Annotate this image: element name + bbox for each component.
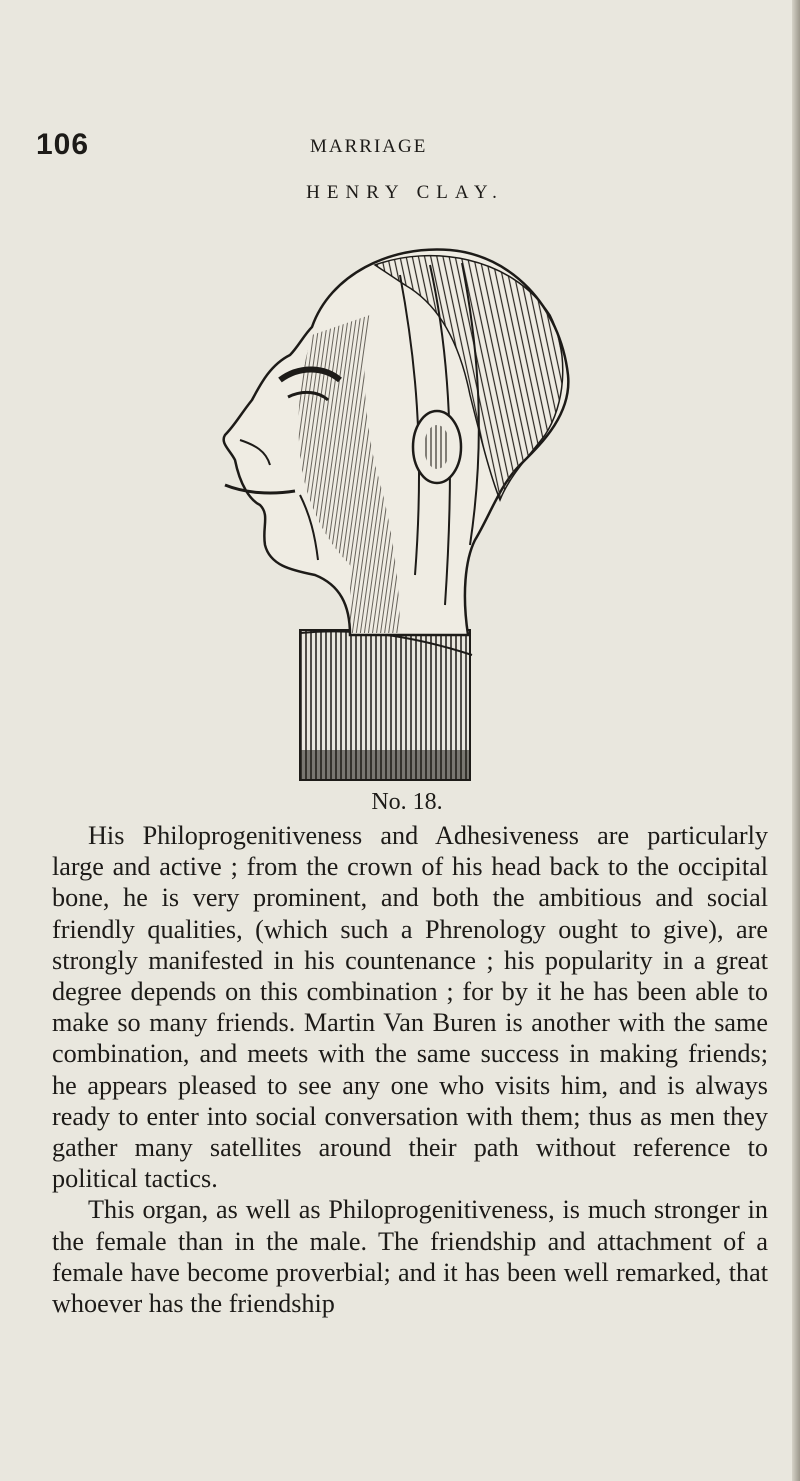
body-text: [52, 820, 768, 1319]
henry-clay-portrait-illustration: [200, 215, 600, 790]
running-head: MARRIAGE: [310, 136, 428, 157]
page-number: 106: [36, 128, 90, 161]
page-header: [36, 128, 756, 168]
figure-title: HENRY CLAY.: [306, 182, 504, 203]
paragraph: This organ, as well as Philoprogenitiveness, is much stronger in the female than in the male. The friendship and attachment of a female have become proverbial; and it has been well remarked, that whoever has the friendship: [52, 1195, 768, 1319]
paragraph: His Philoprogenitiveness and Adhesiveness are particularly large and active ; from the crown of his head back to the occipital bone, he is very prominent, and both the ambitious and social friendly qualities, (which such a Phrenology ought to give), are strongly manifested in his countenance ; his popularity in a great degree depends on this combination ; for by it he has been able to make so many friends. Martin Van Buren is another with the same combination, and meets with the same success in making friends; he appears pleased to see any one who visits him, and is always ready to enter into social conversation with them; thus as men they gather many satellites around their path without reference to political tactics.: [52, 821, 768, 1194]
page-edge: [792, 0, 800, 1481]
figure-number: No. 18.: [371, 789, 443, 815]
